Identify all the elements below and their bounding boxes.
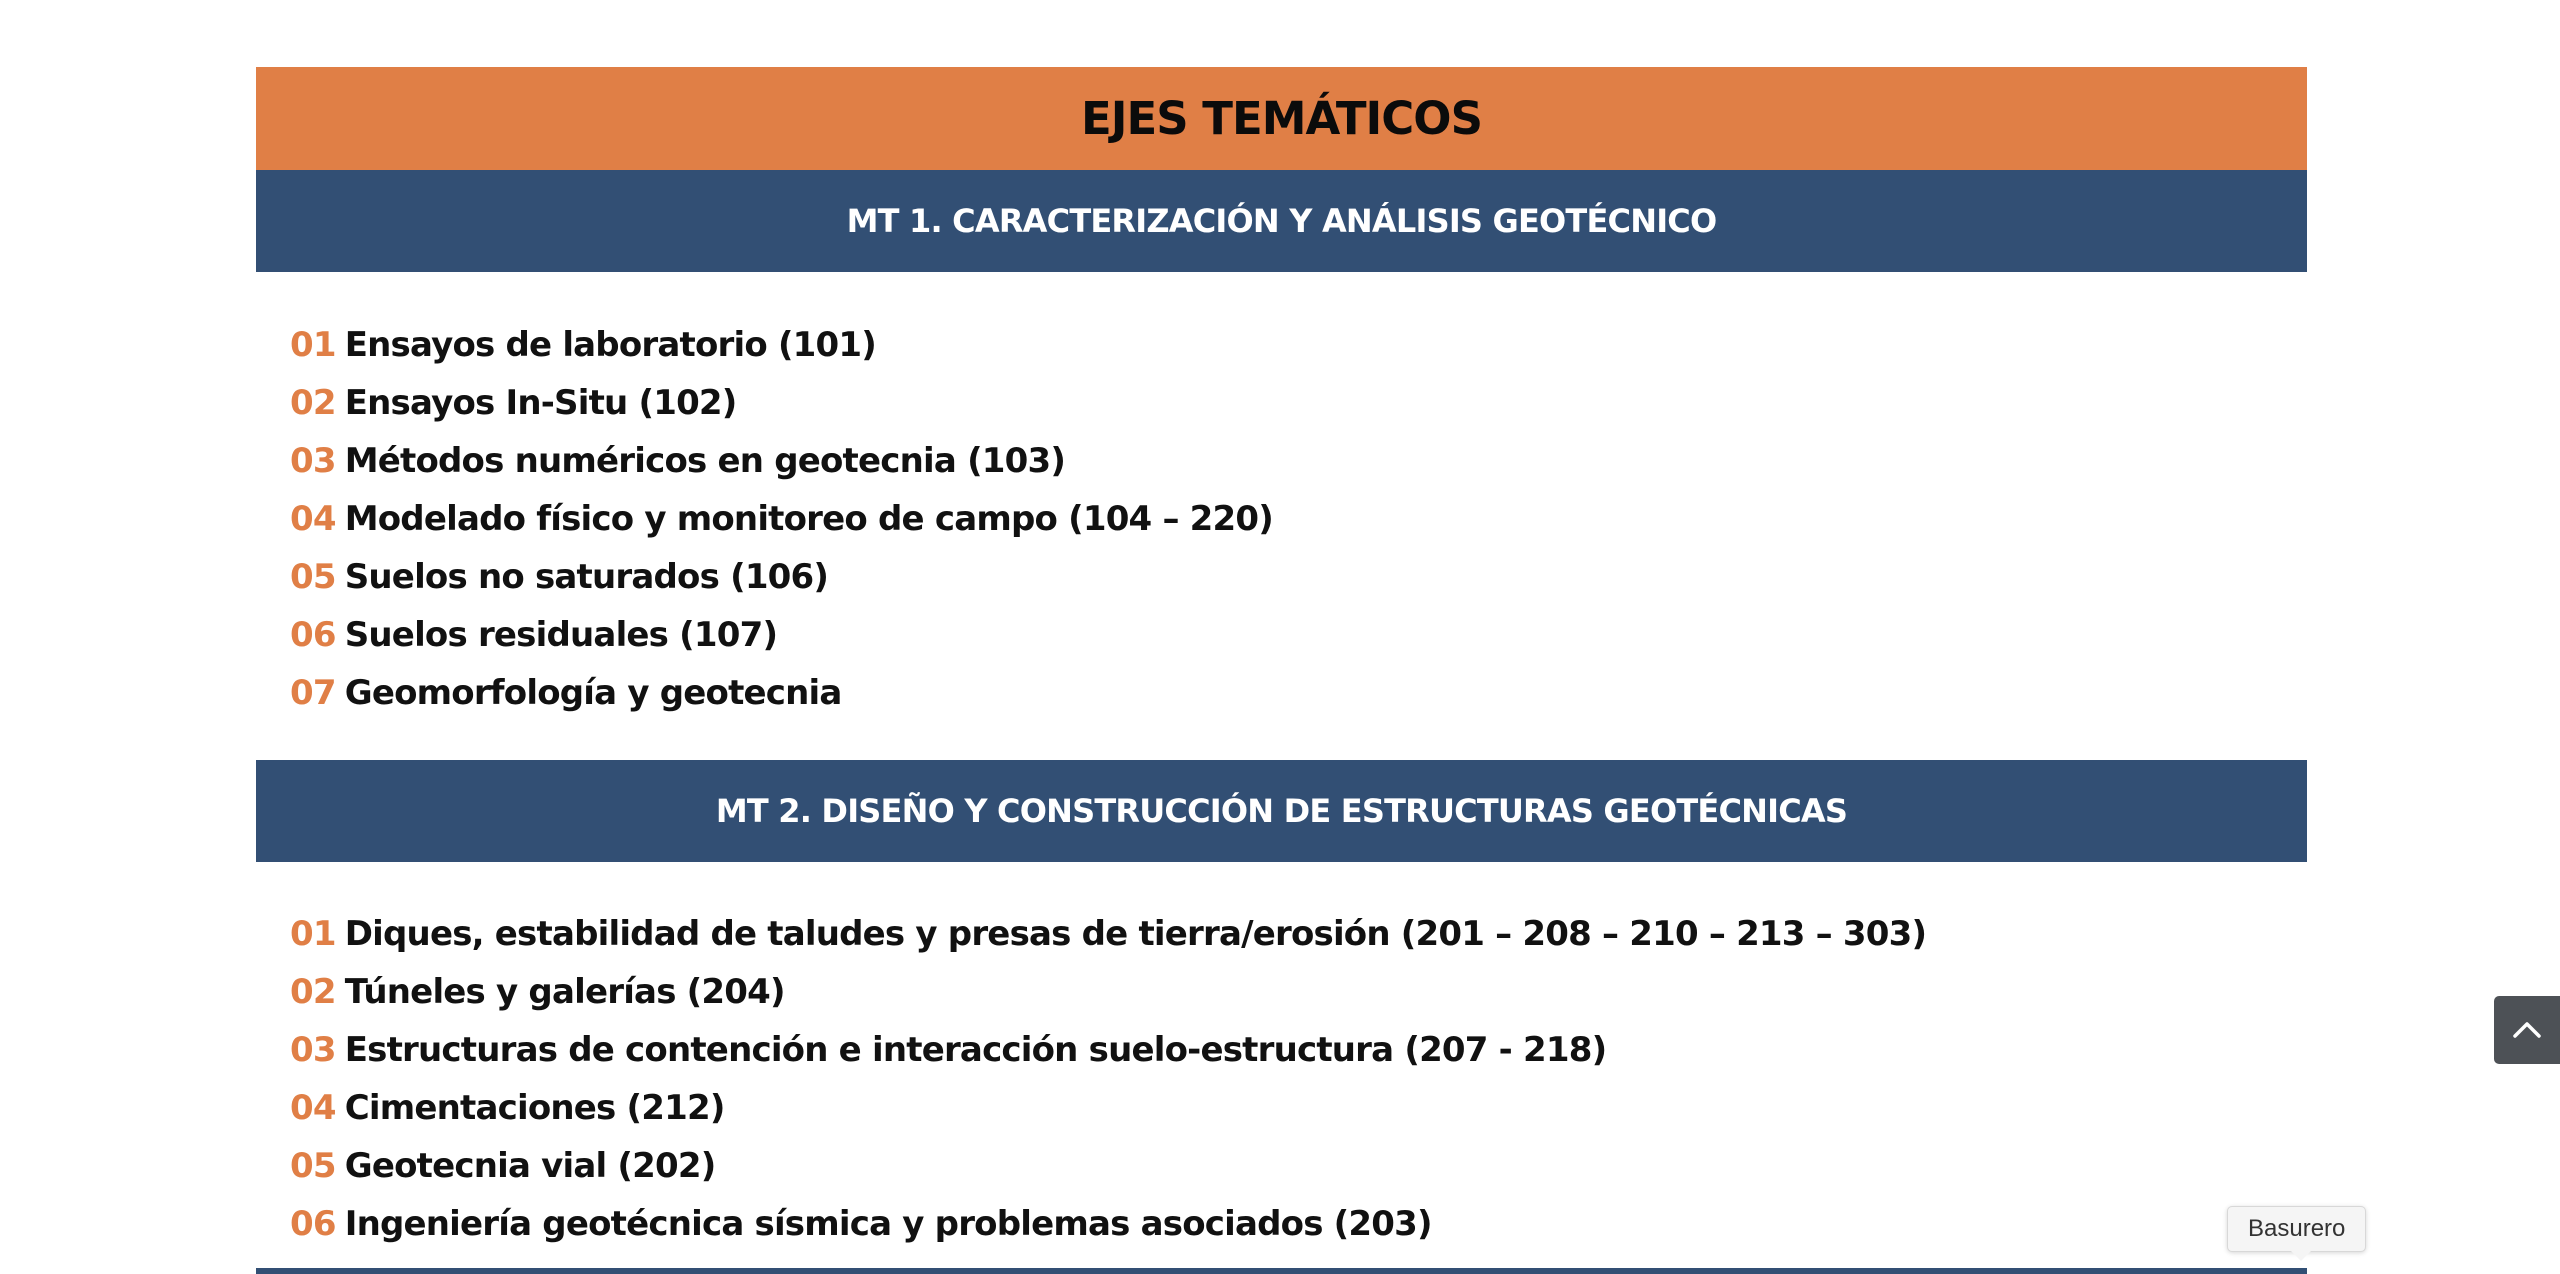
topic-number: 03 xyxy=(290,441,336,481)
topic-number: 05 xyxy=(290,557,336,597)
topic-list-mt2 xyxy=(256,862,2307,1253)
topic-label: Geotecnia vial (202) xyxy=(344,1146,716,1186)
chevron-up-icon xyxy=(2513,1021,2541,1039)
topic-label: Ensayos de laboratorio (101) xyxy=(344,325,876,365)
list-item xyxy=(290,664,2307,722)
list-item xyxy=(290,1079,2307,1137)
next-section-header-edge xyxy=(256,1268,2307,1274)
thematic-axes-block xyxy=(256,67,2307,1253)
topic-label: Túneles y galerías (204) xyxy=(344,972,785,1012)
list-item xyxy=(290,1195,2307,1253)
topic-label: Geomorfología y geotecnia xyxy=(344,673,842,713)
topic-number: 04 xyxy=(290,1088,336,1128)
tooltip-pointer xyxy=(2290,1250,2312,1261)
topic-number: 04 xyxy=(290,499,336,539)
topic-label: Diques, estabilidad de taludes y presas de tierra/erosión (201 – 208 – 210 – 213 – 303) xyxy=(344,914,1927,954)
page-title: EJES TEMÁTICOS xyxy=(256,67,2307,170)
topic-label: Ensayos In-Situ (102) xyxy=(344,383,737,423)
topic-label: Métodos numéricos en geotecnia (103) xyxy=(344,441,1066,481)
list-item xyxy=(290,1021,2307,1079)
topic-number: 05 xyxy=(290,1146,336,1186)
topic-number: 02 xyxy=(290,383,336,423)
section-header-mt2: MT 2. DISEÑO Y CONSTRUCCIÓN DE ESTRUCTURAS GEOTÉCNICAS xyxy=(256,760,2307,862)
topic-number: 06 xyxy=(290,615,336,655)
list-item xyxy=(290,374,2307,432)
list-item xyxy=(290,548,2307,606)
topic-number: 02 xyxy=(290,972,336,1012)
topic-number: 01 xyxy=(290,914,336,954)
topic-number: 01 xyxy=(290,325,336,365)
section-header-mt1: MT 1. CARACTERIZACIÓN Y ANÁLISIS GEOTÉCNICO xyxy=(256,170,2307,272)
list-item xyxy=(290,432,2307,490)
scroll-to-top-button[interactable] xyxy=(2494,996,2560,1064)
list-item xyxy=(290,490,2307,548)
topic-label: Ingeniería geotécnica sísmica y problemas asociados (203) xyxy=(344,1204,1432,1244)
topic-label: Suelos no saturados (106) xyxy=(344,557,829,597)
list-item xyxy=(290,606,2307,664)
list-item xyxy=(290,963,2307,1021)
topic-label: Modelado físico y monitoreo de campo (104 – 220) xyxy=(344,499,1273,539)
tooltip: Basurero xyxy=(2227,1206,2366,1252)
topic-number: 07 xyxy=(290,673,336,713)
list-item xyxy=(290,905,2307,963)
topic-number: 03 xyxy=(290,1030,336,1070)
topic-number: 06 xyxy=(290,1204,336,1244)
topic-label: Suelos residuales (107) xyxy=(344,615,778,655)
topic-label: Estructuras de contención e interacción suelo-estructura (207 - 218) xyxy=(344,1030,1607,1070)
list-item xyxy=(290,1137,2307,1195)
topic-label: Cimentaciones (212) xyxy=(344,1088,725,1128)
topic-list-mt1 xyxy=(256,272,2307,760)
list-item xyxy=(290,316,2307,374)
